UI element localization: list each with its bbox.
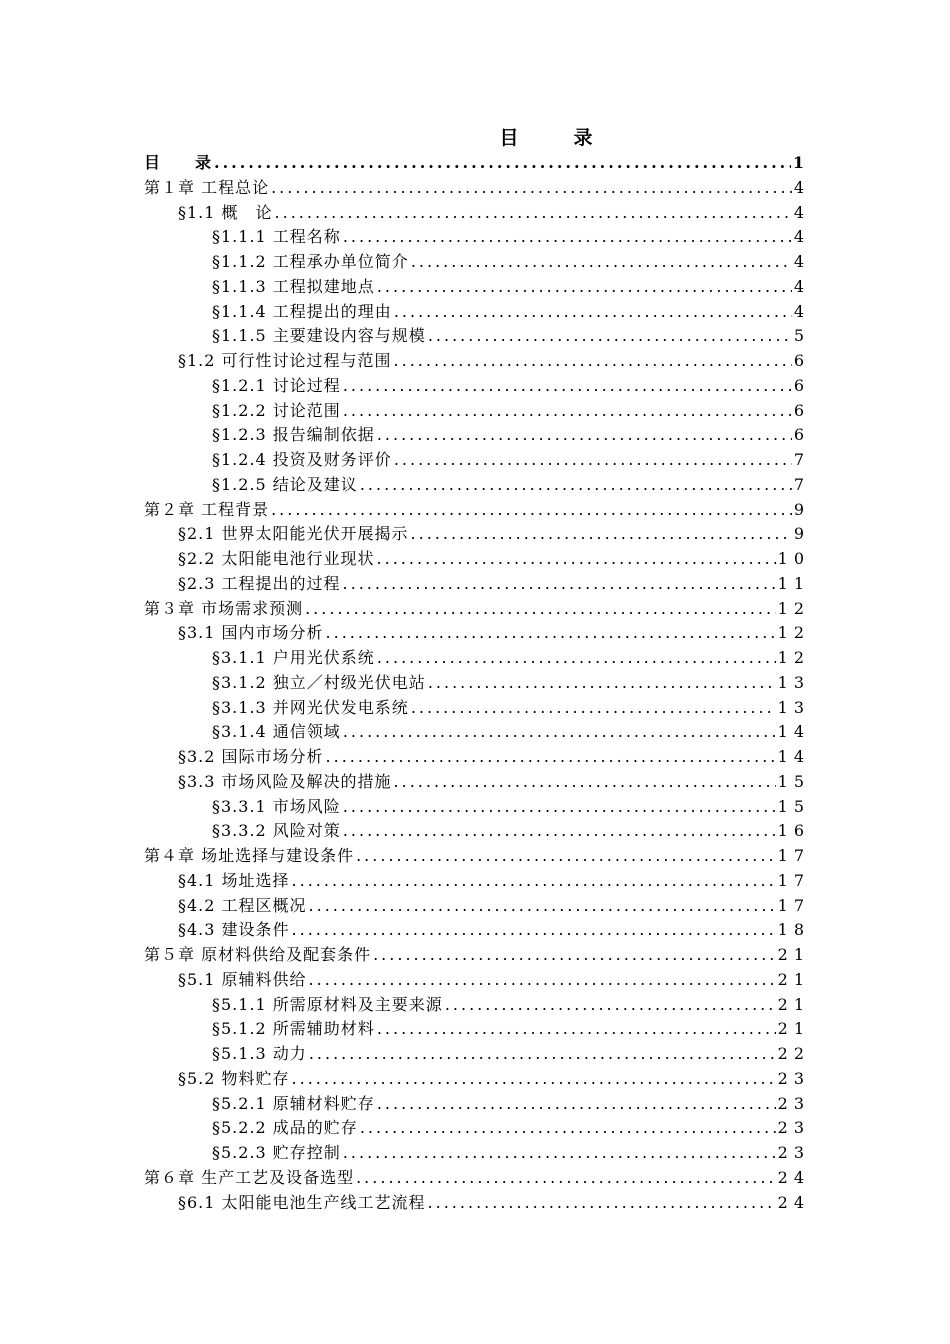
toc-dot-leader — [292, 1066, 776, 1091]
toc-entry[interactable] — [178, 744, 810, 769]
toc-dot-leader — [343, 794, 776, 819]
toc-entry[interactable] — [178, 620, 810, 645]
toc-entry[interactable] — [212, 323, 810, 348]
toc-dot-leader — [377, 422, 792, 447]
toc-entry-label: §3.3.2 风险对策 — [212, 821, 341, 841]
toc-entry-page: 5 — [793, 326, 810, 346]
toc-entry[interactable] — [212, 992, 810, 1017]
toc-entry-label: §3.2 国际市场分析 — [178, 747, 324, 766]
toc-entry-label: §5.2.2 成品的贮存 — [212, 1118, 358, 1138]
toc-entry-label: §4.1 场址选择 — [178, 870, 290, 890]
toc-entry-page: 15 — [777, 771, 810, 791]
toc-entry-page: 7 — [793, 450, 810, 469]
toc-entry-page: 4 — [793, 202, 810, 222]
toc-entry-page: 6 — [793, 351, 810, 370]
toc-entry[interactable] — [144, 497, 810, 522]
toc-dot-leader — [377, 645, 776, 670]
toc-entry-page: 17 — [777, 895, 810, 915]
toc-dot-leader — [309, 967, 776, 992]
toc-dot-leader — [377, 546, 776, 571]
toc-dot-leader — [428, 323, 792, 348]
toc-dot-leader — [411, 249, 792, 274]
toc-entry[interactable] — [144, 175, 810, 200]
toc-dot-leader — [428, 1190, 776, 1215]
toc-dot-leader — [214, 150, 791, 175]
toc-entry-page: 24 — [777, 1167, 810, 1187]
toc-entry[interactable] — [212, 1115, 810, 1140]
toc-entry[interactable] — [178, 546, 810, 571]
toc-entry[interactable] — [144, 1165, 810, 1190]
toc-entry-page: 21 — [777, 1019, 810, 1039]
toc-entry[interactable] — [178, 893, 810, 918]
toc-entry-label: §1.1.5 主要建设内容与规模 — [212, 326, 426, 346]
toc-entry-page: 17 — [777, 846, 810, 865]
toc-entry-label: 第２章 工程背景 — [144, 499, 270, 519]
toc-entry-label: §5.1.1 所需原材料及主要来源 — [212, 994, 443, 1014]
toc-entry-page: 11 — [777, 573, 810, 593]
toc-entry-page: 23 — [777, 1093, 810, 1113]
toc-entry[interactable] — [178, 917, 810, 942]
toc-dot-leader — [343, 818, 776, 843]
toc-entry-page: 14 — [777, 722, 810, 742]
toc-dot-leader — [394, 348, 792, 373]
toc-entry-page: 4 — [793, 301, 810, 321]
toc-entry[interactable] — [212, 1041, 810, 1066]
toc-entry[interactable] — [144, 942, 810, 967]
toc-entry[interactable] — [178, 1066, 810, 1091]
toc-entry-page: 4 — [793, 252, 810, 271]
toc-entry[interactable] — [212, 274, 810, 299]
toc-entry-label: §1.1.1 工程名称 — [212, 227, 341, 247]
toc-entry-label: §1.1.4 工程提出的理由 — [212, 301, 392, 321]
toc-entry[interactable] — [212, 670, 810, 695]
toc-entry[interactable] — [212, 224, 810, 249]
toc-dot-leader — [343, 1140, 776, 1165]
toc-entry-label: 第１章 工程总论 — [144, 177, 270, 197]
toc-entry[interactable] — [178, 769, 810, 794]
toc-entry[interactable] — [178, 200, 810, 225]
toc-entry[interactable] — [212, 1140, 810, 1165]
toc-entry-label: §4.3 建设条件 — [178, 920, 290, 940]
toc-entry-label: §4.2 工程区概况 — [178, 895, 307, 915]
toc-dot-leader — [305, 596, 776, 621]
toc-entry-label: §1.2 可行性讨论过程与范围 — [178, 351, 392, 370]
toc-entry-label: §6.1 太阳能电池生产线工艺流程 — [178, 1192, 426, 1212]
toc-entry[interactable] — [178, 868, 810, 893]
toc-dot-leader — [343, 398, 792, 423]
toc-entry[interactable] — [144, 843, 810, 868]
toc-entry[interactable] — [178, 967, 810, 992]
toc-dot-leader — [373, 942, 776, 967]
toc-entry-label: 第５章 原材料供给及配套条件 — [144, 945, 372, 964]
toc-entry-label: 第３章 市场需求预测 — [144, 598, 304, 618]
toc-dot-leader — [309, 1041, 776, 1066]
toc-entry-page: 21 — [777, 945, 810, 964]
toc-entry[interactable] — [212, 1091, 810, 1116]
toc-entry-label: 第６章 生产工艺及设备选型 — [144, 1167, 355, 1187]
toc-entry-page: 12 — [777, 648, 810, 667]
toc-dot-leader — [394, 769, 776, 794]
toc-entry-page: 14 — [777, 747, 810, 766]
toc-entry[interactable] — [144, 150, 810, 175]
toc-entry-label: §3.1.4 通信领域 — [212, 722, 341, 742]
toc-dot-leader — [343, 373, 792, 398]
toc-entry-label: 第４章 场址选择与建设条件 — [144, 846, 355, 865]
toc-dot-leader — [428, 670, 776, 695]
toc-entry-page: 21 — [777, 994, 810, 1014]
toc-entry[interactable] — [212, 398, 810, 423]
toc-dot-leader — [356, 843, 776, 868]
toc-entry-label: §5.2.1 原辅材料贮存 — [212, 1093, 375, 1113]
toc-entry-label: §5.2.3 贮存控制 — [212, 1143, 341, 1162]
toc-entry[interactable] — [212, 794, 810, 819]
toc-dot-leader — [394, 447, 792, 472]
toc-entry-page: 23 — [777, 1143, 810, 1162]
toc-dot-leader — [292, 868, 776, 893]
toc-entry-page: 22 — [777, 1044, 810, 1063]
toc-dot-leader — [394, 299, 792, 324]
toc-entry-page: 12 — [777, 623, 810, 643]
toc-entry[interactable] — [212, 472, 810, 497]
toc-entry-label: §1.1.2 工程承办单位简介 — [212, 252, 409, 271]
toc-entry-page: 17 — [777, 870, 810, 890]
toc-entry[interactable] — [144, 596, 810, 621]
toc-dot-leader — [326, 620, 776, 645]
toc-entry[interactable] — [178, 1190, 810, 1215]
toc-entry[interactable] — [212, 299, 810, 324]
toc-entry-page: 9 — [793, 499, 810, 519]
toc-entry-label: 目 录 — [144, 153, 213, 172]
toc-dot-leader — [292, 917, 776, 942]
toc-dot-leader — [343, 224, 792, 249]
toc-entry[interactable] — [212, 249, 810, 274]
toc-entry-label: §5.2 物料贮存 — [178, 1068, 290, 1088]
toc-entry-page: 13 — [777, 697, 810, 717]
toc-dot-leader — [377, 274, 792, 299]
toc-entry-label: §1.2.2 讨论范围 — [212, 400, 341, 420]
toc-entry[interactable] — [178, 348, 810, 373]
toc-entry-page: 4 — [793, 227, 810, 247]
toc-entry-page: 4 — [793, 177, 810, 197]
toc-entry-page: 21 — [777, 969, 810, 989]
toc-dot-leader — [271, 175, 792, 200]
toc-entry-page: 18 — [777, 920, 810, 940]
toc-entry-page: 12 — [777, 598, 810, 618]
toc-entry-page: 6 — [793, 375, 810, 395]
toc-entry[interactable] — [212, 447, 810, 472]
toc-entry-page: 10 — [777, 549, 810, 568]
toc-dot-leader — [271, 497, 792, 522]
toc-entry-page: 6 — [793, 400, 810, 420]
toc-entry-page: 16 — [777, 821, 810, 841]
toc-entry-label: §1.2.1 讨论过程 — [212, 375, 341, 395]
toc-dot-leader — [411, 695, 776, 720]
toc-entry-label: §1.1.3 工程拟建地点 — [212, 276, 375, 296]
toc-entry[interactable] — [212, 373, 810, 398]
toc-entry-page: 23 — [777, 1118, 810, 1138]
toc-entry-label: §1.2.3 报告编制依据 — [212, 425, 375, 445]
toc-entry-label: §1.2.5 结论及建议 — [212, 474, 358, 494]
toc-dot-leader — [377, 1016, 776, 1041]
toc-entry-page: 6 — [793, 425, 810, 445]
toc-entry-label: §2.1 世界太阳能光伏开展揭示 — [178, 524, 409, 544]
toc-entry[interactable] — [212, 645, 810, 670]
toc-entry[interactable] — [178, 521, 810, 546]
toc-entry-label: §3.1.2 独立／村级光伏电站 — [212, 672, 426, 692]
toc-entry-page: 13 — [777, 672, 810, 692]
toc-entry-label: §3.3 市场风险及解决的措施 — [178, 771, 392, 791]
toc-dot-leader — [343, 571, 776, 596]
toc-dot-leader — [309, 893, 776, 918]
toc-entry-label: §3.1.3 并网光伏发电系统 — [212, 697, 409, 717]
toc-dot-leader — [343, 719, 776, 744]
toc-entry-label: §2.3 工程提出的过程 — [178, 573, 341, 593]
toc-entry-page: 15 — [777, 796, 810, 816]
toc-entry-page: 1 — [792, 153, 810, 172]
toc-dot-leader — [445, 992, 776, 1017]
toc-entry-page: 4 — [793, 276, 810, 296]
toc-dot-leader — [326, 744, 776, 769]
toc-entry-page: 9 — [793, 524, 810, 544]
toc-entry-page: 7 — [793, 474, 810, 494]
toc-dot-leader — [356, 1165, 776, 1190]
toc-entry[interactable] — [212, 719, 810, 744]
toc-entry-label: §1.2.4 投资及财务评价 — [212, 450, 392, 469]
toc-dot-leader — [360, 472, 792, 497]
toc-dot-leader — [360, 1115, 776, 1140]
toc-entry-page: 24 — [777, 1192, 810, 1212]
toc-entry[interactable] — [212, 695, 810, 720]
toc-entry-label: §5.1.2 所需辅助材料 — [212, 1019, 375, 1039]
toc-entry-label: §2.2 太阳能电池行业现状 — [178, 549, 375, 568]
toc-entry-label: §3.1.1 户用光伏系统 — [212, 648, 375, 667]
toc-dot-leader — [411, 521, 792, 546]
toc-entry-label: §5.1 原辅料供给 — [178, 969, 307, 989]
toc-entry-label: §3.1 国内市场分析 — [178, 623, 324, 643]
toc-entry-label: §5.1.3 动力 — [212, 1044, 307, 1063]
toc-title: 目 录 — [499, 127, 611, 149]
toc-entry[interactable] — [212, 818, 810, 843]
toc-entry[interactable] — [212, 422, 810, 447]
toc-entry-label: §3.3.1 市场风险 — [212, 796, 341, 816]
toc-entry[interactable] — [178, 571, 810, 596]
toc-entry-page: 23 — [777, 1068, 810, 1088]
toc-dot-leader — [377, 1091, 776, 1116]
toc-dot-leader — [275, 200, 792, 225]
toc-entry[interactable] — [212, 1016, 810, 1041]
toc-entry-label: §1.1 概 论 — [178, 202, 273, 222]
